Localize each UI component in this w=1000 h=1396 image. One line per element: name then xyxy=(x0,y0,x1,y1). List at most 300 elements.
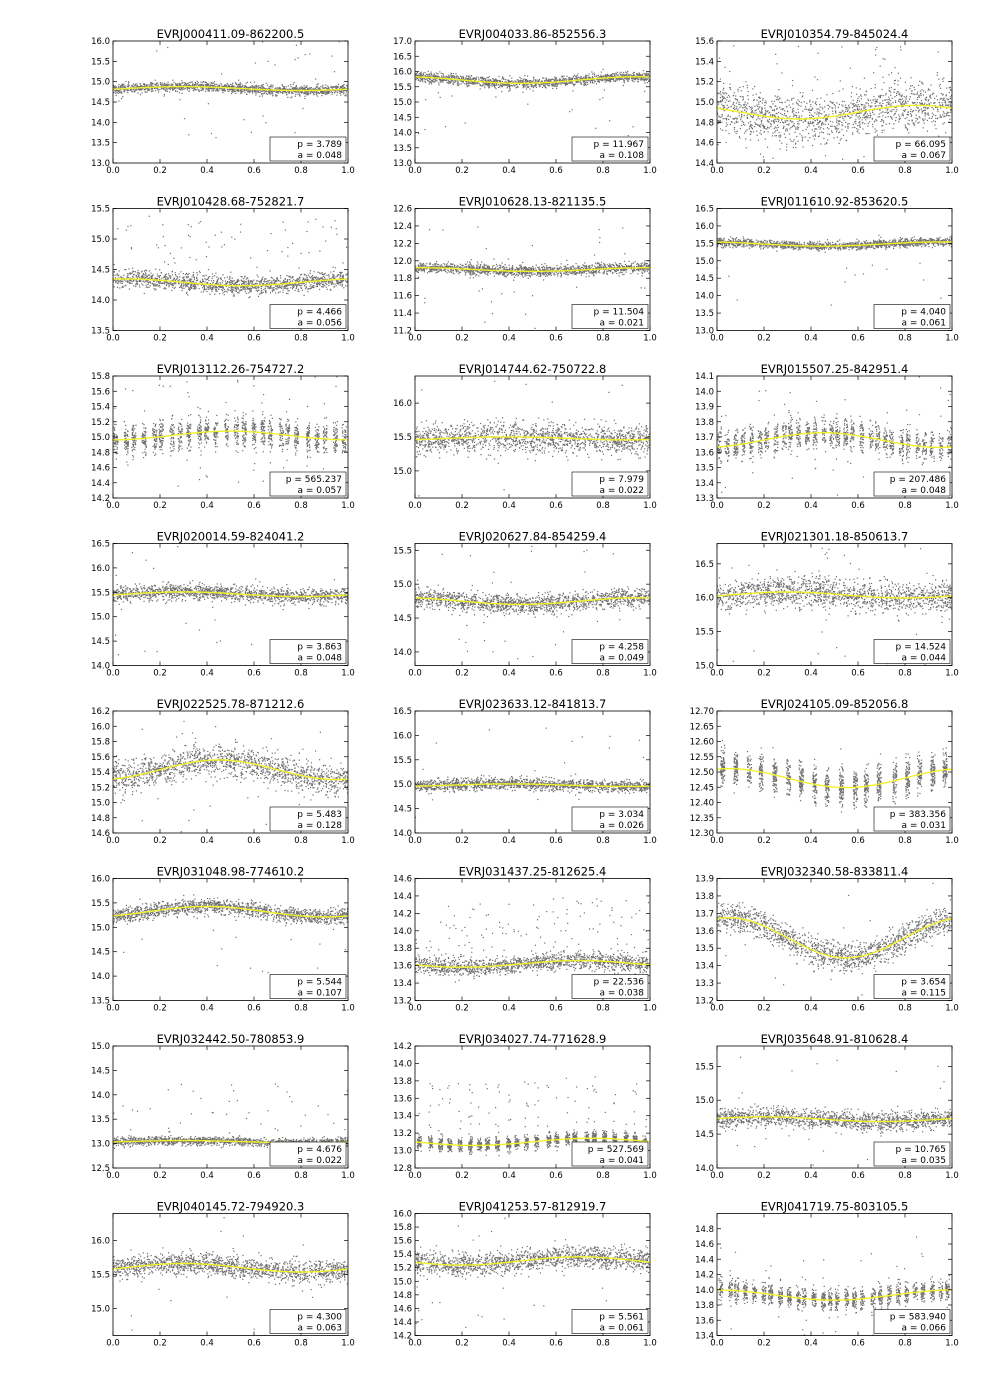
data-point xyxy=(905,101,906,102)
data-point xyxy=(189,91,190,92)
data-point xyxy=(561,84,562,85)
data-point xyxy=(848,109,849,110)
data-point xyxy=(904,110,905,111)
data-point xyxy=(226,85,227,86)
data-point xyxy=(895,80,896,81)
data-point xyxy=(144,89,145,90)
data-point xyxy=(741,105,742,106)
data-point xyxy=(877,99,878,100)
data-point xyxy=(563,78,564,79)
data-point xyxy=(866,91,867,92)
data-point xyxy=(799,133,800,134)
data-point xyxy=(836,120,837,121)
data-point xyxy=(798,141,799,142)
data-point xyxy=(722,99,723,100)
data-point xyxy=(440,80,441,81)
data-point xyxy=(905,97,906,98)
data-point xyxy=(880,110,881,111)
data-point xyxy=(528,87,529,88)
data-point xyxy=(784,113,785,114)
data-point xyxy=(746,129,747,130)
data-point xyxy=(332,86,333,87)
x-tick-label: 0.8 xyxy=(294,166,308,176)
data-point xyxy=(818,116,819,117)
data-point xyxy=(853,124,854,125)
data-point xyxy=(867,116,868,117)
data-point xyxy=(580,82,581,83)
data-point xyxy=(120,87,121,88)
data-point xyxy=(934,125,935,126)
data-point xyxy=(897,84,898,85)
data-point xyxy=(185,274,186,275)
data-point xyxy=(912,111,913,112)
data-point xyxy=(883,122,884,123)
data-point xyxy=(309,88,310,89)
data-point xyxy=(213,83,214,84)
data-point xyxy=(775,95,776,96)
data-point xyxy=(930,95,931,96)
data-point xyxy=(760,101,761,102)
data-point xyxy=(916,94,917,95)
data-point xyxy=(221,84,222,85)
data-point xyxy=(832,108,833,109)
data-point xyxy=(780,113,781,114)
data-point xyxy=(785,128,786,129)
data-point xyxy=(289,91,290,92)
data-point xyxy=(461,83,462,84)
data-point xyxy=(727,105,728,106)
data-point xyxy=(927,107,928,108)
data-point xyxy=(783,127,784,128)
data-point xyxy=(442,77,443,78)
data-point xyxy=(772,110,773,111)
data-point xyxy=(156,84,157,85)
data-point xyxy=(183,88,184,89)
data-point xyxy=(879,105,880,106)
data-point xyxy=(232,84,233,85)
data-point xyxy=(782,114,783,115)
data-point xyxy=(888,99,889,100)
data-point xyxy=(865,112,866,113)
data-point xyxy=(272,85,273,86)
data-point xyxy=(741,90,742,91)
data-point xyxy=(646,74,647,75)
data-point xyxy=(295,59,296,60)
data-point xyxy=(854,106,855,107)
data-point xyxy=(842,159,843,160)
y-tick-label: 14.6 xyxy=(695,139,714,149)
data-point xyxy=(746,147,747,148)
data-point xyxy=(280,277,281,278)
data-point xyxy=(918,170,919,171)
data-point xyxy=(875,132,876,133)
data-point xyxy=(871,102,872,103)
data-point xyxy=(250,91,251,92)
data-point xyxy=(508,80,509,81)
data-point xyxy=(820,129,821,130)
data-point xyxy=(435,75,436,76)
data-point xyxy=(207,88,208,89)
x-tick-label: 0.6 xyxy=(247,166,261,176)
data-point xyxy=(809,115,810,116)
data-point xyxy=(549,85,550,86)
data-point xyxy=(172,287,173,288)
data-point xyxy=(275,94,276,95)
data-point xyxy=(792,126,793,127)
data-point xyxy=(824,116,825,117)
data-point xyxy=(762,102,763,103)
data-point xyxy=(735,95,736,96)
data-point xyxy=(332,94,333,95)
data-point xyxy=(720,78,721,79)
data-point xyxy=(736,133,737,134)
data-point xyxy=(906,99,907,100)
data-point xyxy=(875,101,876,102)
data-point xyxy=(301,86,302,87)
data-point xyxy=(837,125,838,126)
data-point xyxy=(532,90,533,91)
data-point xyxy=(261,85,262,86)
data-point xyxy=(749,173,750,174)
data-point xyxy=(552,88,553,89)
data-point xyxy=(583,82,584,83)
data-point xyxy=(198,82,199,83)
data-point xyxy=(778,96,779,97)
data-point xyxy=(726,142,727,143)
data-point xyxy=(730,106,731,107)
data-point xyxy=(191,82,192,83)
data-point xyxy=(893,123,894,124)
data-point xyxy=(914,102,915,103)
data-point xyxy=(167,47,168,48)
data-point xyxy=(210,88,211,89)
data-point xyxy=(901,99,902,100)
data-point xyxy=(645,78,646,79)
data-point xyxy=(600,76,601,77)
data-point xyxy=(242,276,243,277)
data-point xyxy=(737,100,738,101)
x-tick-label: 0.6 xyxy=(851,166,865,176)
data-point xyxy=(885,117,886,118)
data-point xyxy=(816,109,817,110)
data-point xyxy=(448,75,449,76)
data-point xyxy=(729,84,730,85)
data-point xyxy=(949,119,950,120)
data-point xyxy=(824,144,825,145)
data-point xyxy=(282,84,283,85)
data-point xyxy=(834,126,835,127)
data-point xyxy=(747,118,748,119)
data-point xyxy=(892,98,893,99)
data-point xyxy=(778,99,779,100)
data-point xyxy=(853,100,854,101)
data-point xyxy=(736,106,737,107)
data-point xyxy=(489,79,490,80)
data-point xyxy=(742,96,743,97)
data-point xyxy=(197,87,198,88)
data-point xyxy=(493,78,494,79)
data-point xyxy=(223,86,224,87)
data-point xyxy=(800,106,801,107)
data-point xyxy=(321,92,322,93)
data-point xyxy=(120,85,121,86)
data-point xyxy=(451,82,452,83)
data-point xyxy=(318,83,319,84)
data-point xyxy=(753,131,754,132)
data-point xyxy=(880,97,881,98)
data-point xyxy=(614,81,615,82)
data-point xyxy=(938,136,939,137)
data-point xyxy=(736,118,737,119)
data-point xyxy=(268,61,269,62)
data-point xyxy=(595,128,596,129)
data-point xyxy=(935,128,936,129)
data-point xyxy=(795,144,796,145)
data-point xyxy=(573,90,574,91)
data-point xyxy=(775,127,776,128)
data-point xyxy=(935,107,936,108)
data-point xyxy=(760,130,761,131)
data-point xyxy=(862,117,863,118)
data-point xyxy=(839,131,840,132)
panel-title: EVRJ010428.68-752821.7 xyxy=(157,195,305,209)
data-point xyxy=(618,75,619,76)
data-point xyxy=(578,82,579,83)
data-point xyxy=(816,124,817,125)
data-point xyxy=(254,82,255,83)
data-point xyxy=(860,117,861,118)
data-point xyxy=(438,82,439,83)
data-point xyxy=(299,95,300,96)
data-point xyxy=(766,102,767,103)
data-point xyxy=(820,143,821,144)
data-point xyxy=(944,100,945,101)
data-point xyxy=(555,83,556,84)
data-point xyxy=(950,103,951,104)
data-point xyxy=(497,80,498,81)
data-point xyxy=(751,107,752,108)
data-point xyxy=(264,280,265,281)
data-point xyxy=(862,122,863,123)
data-point xyxy=(625,74,626,75)
data-point xyxy=(644,80,645,81)
data-point xyxy=(227,83,228,84)
data-point xyxy=(461,76,462,77)
data-point xyxy=(919,109,920,110)
data-point xyxy=(841,104,842,105)
data-point xyxy=(256,86,257,87)
data-point xyxy=(439,76,440,77)
data-point xyxy=(245,86,246,87)
data-point xyxy=(607,80,608,81)
data-point xyxy=(841,138,842,139)
data-point xyxy=(500,84,501,85)
data-point xyxy=(758,109,759,110)
data-point xyxy=(425,72,426,73)
data-point xyxy=(818,126,819,127)
data-point xyxy=(299,94,300,95)
data-point xyxy=(888,101,889,102)
data-point xyxy=(919,117,920,118)
data-point xyxy=(572,109,573,110)
data-point xyxy=(429,74,430,75)
data-point xyxy=(150,82,151,83)
data-point xyxy=(778,89,779,90)
data-point xyxy=(235,290,236,291)
data-point xyxy=(895,100,896,101)
data-point xyxy=(419,73,420,74)
data-point xyxy=(536,87,537,88)
data-point xyxy=(145,275,146,276)
data-point xyxy=(944,98,945,99)
data-point xyxy=(819,112,820,113)
data-point xyxy=(761,123,762,124)
data-point xyxy=(805,136,806,137)
data-point xyxy=(466,84,467,85)
x-tick-label: 1.0 xyxy=(945,166,959,176)
data-point xyxy=(943,116,944,117)
data-point xyxy=(764,131,765,132)
data-point xyxy=(430,79,431,80)
data-point xyxy=(206,242,207,243)
data-point xyxy=(644,82,645,83)
data-point xyxy=(751,111,752,112)
data-point xyxy=(173,89,174,90)
data-point xyxy=(942,78,943,79)
data-point xyxy=(431,83,432,84)
data-point xyxy=(725,92,726,93)
data-point xyxy=(440,97,441,98)
data-point xyxy=(947,113,948,114)
data-point xyxy=(464,83,465,84)
data-point xyxy=(922,89,923,90)
data-point xyxy=(752,125,753,126)
data-point xyxy=(261,86,262,87)
data-point xyxy=(764,127,765,128)
data-point xyxy=(752,110,753,111)
panel-title: EVRJ010354.79-845024.4 xyxy=(761,27,909,41)
data-point xyxy=(617,72,618,73)
data-point xyxy=(609,120,610,121)
data-point xyxy=(233,294,234,295)
data-point xyxy=(888,112,889,113)
data-point xyxy=(792,109,793,110)
data-point xyxy=(918,111,919,112)
data-point xyxy=(905,82,906,83)
data-point xyxy=(118,86,119,87)
data-point xyxy=(817,79,818,80)
data-point xyxy=(552,85,553,86)
data-point xyxy=(781,143,782,144)
data-point xyxy=(873,100,874,101)
data-point xyxy=(765,128,766,129)
data-point xyxy=(872,112,873,113)
data-point xyxy=(918,107,919,108)
data-point xyxy=(338,84,339,85)
data-point xyxy=(225,86,226,87)
data-point xyxy=(923,127,924,128)
data-point xyxy=(801,115,802,116)
data-point xyxy=(195,82,196,83)
data-point xyxy=(856,102,857,103)
data-point xyxy=(633,81,634,82)
data-point xyxy=(728,115,729,116)
data-point xyxy=(784,115,785,116)
data-point xyxy=(644,91,645,92)
data-point xyxy=(893,109,894,110)
y-tick-label: 14.5 xyxy=(393,113,412,123)
data-point xyxy=(336,90,337,91)
data-point xyxy=(454,82,455,83)
data-point xyxy=(773,120,774,121)
data-point xyxy=(334,86,335,87)
data-point xyxy=(170,83,171,84)
data-point xyxy=(426,79,427,80)
data-point xyxy=(920,95,921,96)
data-point xyxy=(134,85,135,86)
data-point xyxy=(838,120,839,121)
data-point xyxy=(822,108,823,109)
data-point xyxy=(826,94,827,95)
data-point xyxy=(884,59,885,60)
data-point xyxy=(600,79,601,80)
data-point xyxy=(812,108,813,109)
data-point xyxy=(915,110,916,111)
data-point xyxy=(438,92,439,93)
data-point xyxy=(308,252,309,253)
data-point xyxy=(850,68,851,69)
data-point xyxy=(790,139,791,140)
data-point xyxy=(184,118,185,119)
data-point xyxy=(860,127,861,128)
data-point xyxy=(621,72,622,73)
data-point xyxy=(821,132,822,133)
data-point xyxy=(824,101,825,102)
data-point xyxy=(174,283,175,284)
data-point xyxy=(428,81,429,82)
data-point xyxy=(496,80,497,81)
data-point xyxy=(142,92,143,93)
data-point xyxy=(718,104,719,105)
data-point xyxy=(546,80,547,81)
data-point xyxy=(750,139,751,140)
data-point xyxy=(754,126,755,127)
data-point xyxy=(905,127,906,128)
data-point xyxy=(736,108,737,109)
data-point xyxy=(780,135,781,136)
data-point xyxy=(262,95,263,96)
data-point xyxy=(601,72,602,73)
data-point xyxy=(891,72,892,73)
data-point xyxy=(868,103,869,104)
data-point xyxy=(208,280,209,281)
y-tick-label: 14.8 xyxy=(695,118,714,128)
data-point xyxy=(771,107,772,108)
data-point xyxy=(422,81,423,82)
data-point xyxy=(857,117,858,118)
data-point xyxy=(832,132,833,133)
data-point xyxy=(813,125,814,126)
data-point xyxy=(566,83,567,84)
data-point xyxy=(920,104,921,105)
data-point xyxy=(325,87,326,88)
data-point xyxy=(605,80,606,81)
data-point xyxy=(745,102,746,103)
data-point xyxy=(767,111,768,112)
data-point xyxy=(911,114,912,115)
data-point xyxy=(458,76,459,77)
data-point xyxy=(122,86,123,87)
